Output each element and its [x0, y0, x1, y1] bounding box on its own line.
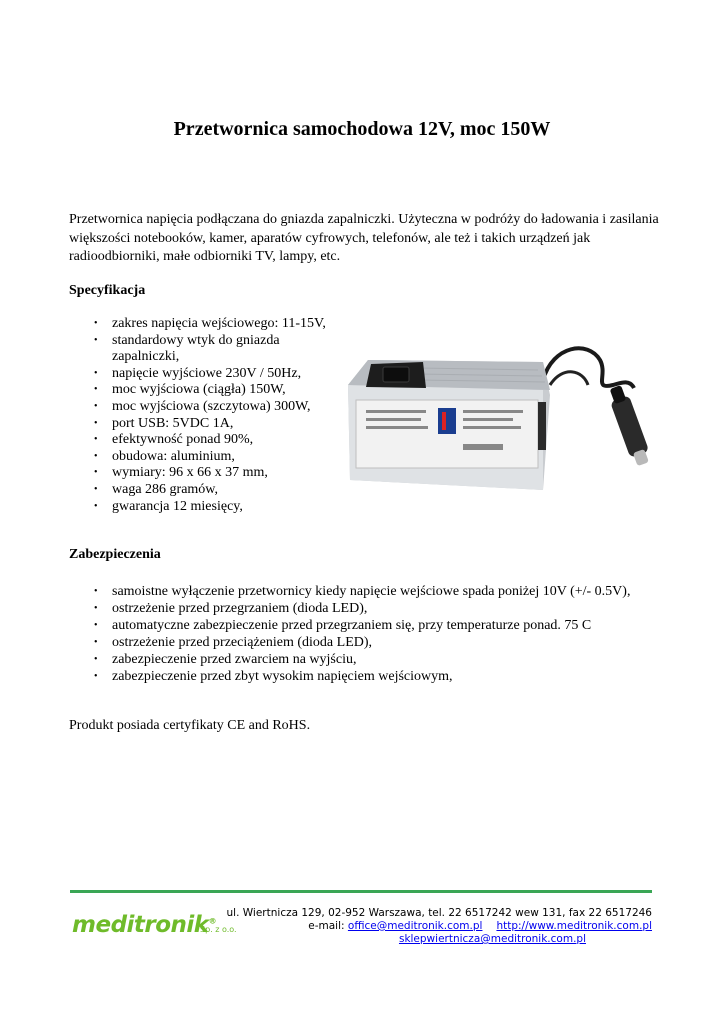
document-title: Przetwornica samochodowa 12V, moc 150W — [173, 118, 551, 140]
spec-item: • waga 286 gramów, — [92, 482, 347, 499]
email-label: e-mail: — [308, 920, 345, 932]
certification-note: Produkt posiada certyfikaty CE and RoHS. — [69, 718, 311, 733]
footer-divider — [70, 890, 652, 893]
footer-contact — [227, 907, 652, 946]
spec-item: • obudowa: aluminium, — [92, 449, 347, 466]
intro-paragraph: Przetwornica napięcia podłączana do gniazda zapalniczki. Użyteczna w podróży do ładowania i zasilania większości notebooków, kamer, aparatów cyfrowych, telefonów, ale też i takich urządzeń jak radioodbiorniki, małe odbiorniki TV, lampy, etc. — [69, 212, 659, 264]
inverter-product-image — [338, 340, 656, 500]
email-link[interactable]: office@meditronik.com.pl — [347, 920, 483, 932]
logo-subtitle: Sp. z o.o. — [200, 925, 237, 934]
spec-list — [92, 316, 347, 515]
contact-links — [227, 920, 652, 933]
protection-item: • automatyczne zabezpieczenie przed przegrzaniem się, przy temperaturze ponad. 75 C — [92, 618, 692, 635]
spec-item: • port USB: 5VDC 1A, — [92, 416, 347, 433]
shop-email-row — [227, 933, 652, 946]
spec-item: • standardowy wtyk do gniazda zapalniczki, — [92, 333, 347, 366]
spec-item: • wymiary: 96 x 66 x 37 mm, — [92, 465, 347, 482]
protection-heading: Zabezpieczenia — [69, 547, 161, 562]
company-logo — [72, 912, 216, 938]
protection-item: • zabezpieczenie przed zwarciem na wyjściu, — [92, 652, 692, 669]
spec-item: • napięcie wyjściowe 230V / 50Hz, — [92, 366, 347, 383]
spec-item: • zakres napięcia wejściowego: 11-15V, — [92, 316, 347, 333]
shop-email-link[interactable]: sklepwiertnicza@meditronik.com.pl — [398, 933, 586, 945]
protection-list — [92, 584, 692, 685]
registered-mark: ® — [208, 916, 217, 926]
spec-item: • gwarancja 12 miesięcy, — [92, 499, 347, 516]
protection-item: • ostrzeżenie przed przeciążeniem (dioda LED), — [92, 635, 692, 652]
website-link[interactable]: http://www.meditronik.com.pl — [496, 920, 652, 932]
protection-item: • zabezpieczenie przed zbyt wysokim napięciem wejściowym, — [92, 669, 692, 686]
logo-text: meditronik — [72, 912, 209, 938]
company-address: ul. Wiertnicza 129, 02-952 Warszawa, tel. 22 6517242 wew 131, fax 22 6517246 — [226, 907, 652, 919]
protection-item: • samoistne wyłączenie przetwornicy kiedy napięcie wejściowe spada poniżej 10V (+/- 0.5V), — [92, 584, 692, 601]
spec-item: • moc wyjściowa (szczytowa) 300W, — [92, 399, 347, 416]
protection-item: • ostrzeżenie przed przegrzaniem (dioda LED), — [92, 601, 692, 618]
spec-heading: Specyfikacja — [69, 283, 146, 298]
spec-item: • moc wyjściowa (ciągła) 150W, — [92, 382, 347, 399]
spec-item: • efektywność ponad 90%, — [92, 432, 347, 449]
